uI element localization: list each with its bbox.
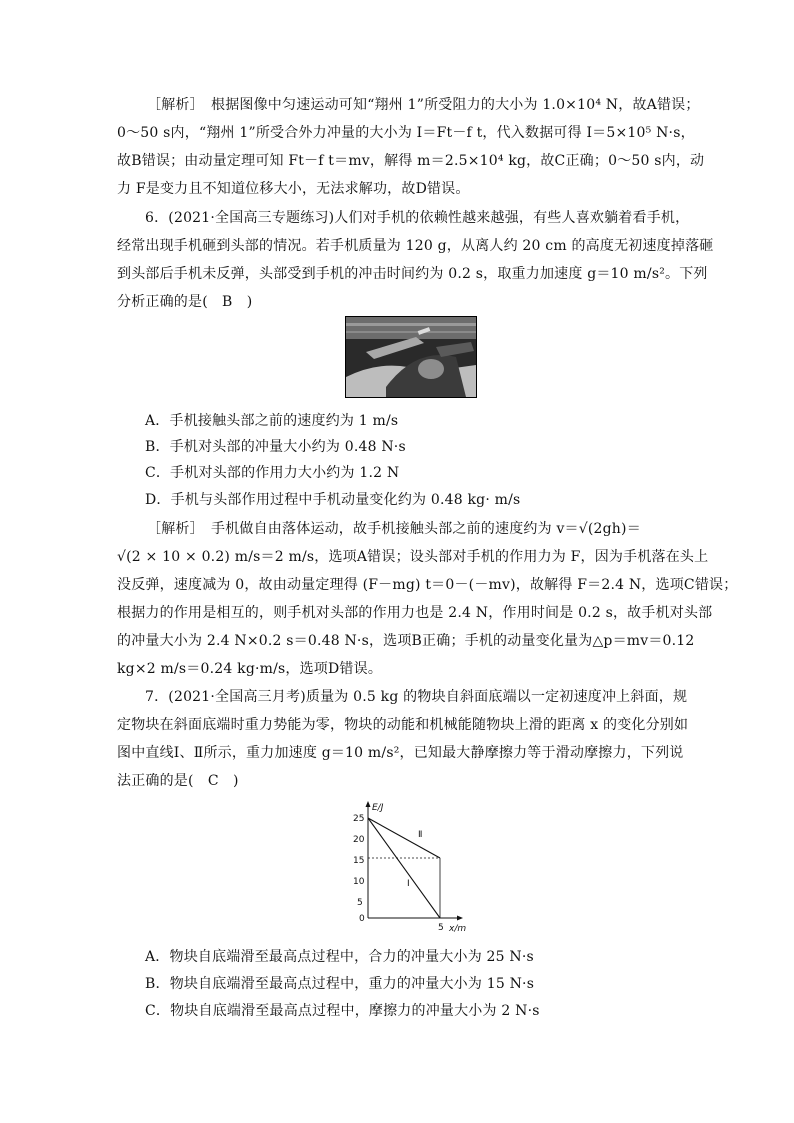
analysis-6-line-2: √(2 × 10 × 0.2) m/s＝2 m/s，选项A错误；设头部对手机的作用力为 F，因为手机落在头上: [117, 549, 709, 565]
option-7a: A．物块自底端滑至最高点过程中，合力的冲量大小为 25 N·s: [145, 949, 534, 965]
analysis-6-line-5: 的冲量大小为 2.4 N×0.2 s＝0.48 N·s，选项B正确；手机的动量变化量为△p＝mv＝0.12: [117, 633, 695, 649]
y-tick-25: 25: [353, 814, 365, 824]
question-6-line-1: 6．(2021·全国高三专题练习)人们对手机的依赖性越来越强，有些人喜欢躺着看手机，: [145, 210, 690, 226]
analysis-prev-line-1: ［解析］ 根据图像中匀速运动可知“翔州 1”所受阻力的大小为 1.0×10⁴ N，故A错误；: [147, 97, 700, 113]
option-6c: C．手机对头部的作用力大小约为 1.2 N: [145, 465, 400, 481]
analysis-6-line-4: 根据力的作用是相互的，则手机对头部的作用力也是 2.4 N，作用时间是 0.2 s，故手机对头部: [117, 605, 713, 621]
analysis-prev-line-3: 故B错误；由动量定理可知 Ft－f t＝mv，解得 m＝2.5×10⁴ kg，故C正确；0～50 s内，动: [117, 153, 705, 169]
line-label-2: Ⅱ: [418, 830, 423, 840]
question-7-line-2: 定物块在斜面底端时重力势能为零，物块的动能和机械能随物块上滑的距离 x 的变化分别如: [117, 717, 689, 733]
question-6-line-3: 到头部后手机未反弹，头部受到手机的冲击时间约为 0.2 s，取重力加速度 g＝10 m/s²。下列: [117, 266, 708, 282]
analysis-6-line-1: ［解析］ 手机做自由落体运动，故手机接触头部之前的速度约为 v＝√(2gh)＝: [147, 521, 641, 537]
y-tick-15: 15: [353, 856, 365, 866]
person-phone-photo: [345, 316, 477, 398]
y-tick-20: 20: [353, 835, 365, 845]
x-axis-arrow: [457, 916, 463, 921]
analysis-prev-line-2: 0～50 s内，“翔州 1”所受合外力冲量的大小为 I＝Ft－f t，代入数据可得 I＝5×10⁵ N·s，: [117, 125, 695, 141]
y-tick-0: 0: [359, 914, 365, 924]
option-7c: C．物块自底端滑至最高点过程中，摩擦力的冲量大小为 2 N·s: [145, 1003, 540, 1019]
option-6a: A．手机接触头部之前的速度约为 1 m/s: [145, 413, 399, 429]
analysis-6-line-3: 没反弹，速度减为 0，故由动量定理得 (F－mg) t＝0－(－mv)，故解得 F＝2.4 N，选项C错误；: [117, 577, 738, 593]
question-7-line-4: 法正确的是( C ): [117, 773, 239, 789]
x-axis-label: x/m: [449, 924, 467, 934]
y-tick-10: 10: [353, 877, 365, 887]
question-7-line-3: 图中直线Ⅰ、Ⅱ所示，重力加速度 g＝10 m/s²，已知最大静摩擦力等于滑动摩擦力，下列说: [117, 745, 684, 761]
energy-chart-svg: [350, 800, 480, 935]
analysis-prev-line-4: 力 F是变力且不知道位移大小，无法求解功，故D错误。: [117, 181, 470, 197]
series-line-1: [368, 818, 440, 918]
series-line-2: [368, 818, 440, 858]
analysis-6-line-6: kg×2 m/s＝0.24 kg·m/s，选项D错误。: [117, 661, 383, 677]
energy-distance-chart: [350, 800, 480, 935]
option-6d: D．手机与头部作用过程中手机动量变化约为 0.48 kg· m/s: [145, 492, 521, 508]
line-label-1: Ⅰ: [407, 879, 410, 889]
y-tick-5: 5: [357, 898, 363, 908]
option-6b: B．手机对头部的冲量大小约为 0.48 N·s: [145, 439, 406, 455]
question-6-line-2: 经常出现手机砸到头部的情况。若手机质量为 120 g，从离人约 20 cm 的高度无初速度掉落砸: [117, 238, 714, 254]
y-axis-label: E/J: [372, 803, 384, 813]
x-tick-5: 5: [438, 923, 444, 933]
y-axis-arrow: [366, 801, 371, 807]
question-7-line-1: 7．(2021·全国高三月考)质量为 0.5 kg 的物块自斜面底端以一定初速度冲上斜面，规: [145, 689, 688, 705]
question-6-line-4: 分析正确的是( B ): [117, 294, 253, 310]
option-7b: B．物块自底端滑至最高点过程中，重力的冲量大小为 15 N·s: [145, 976, 535, 992]
